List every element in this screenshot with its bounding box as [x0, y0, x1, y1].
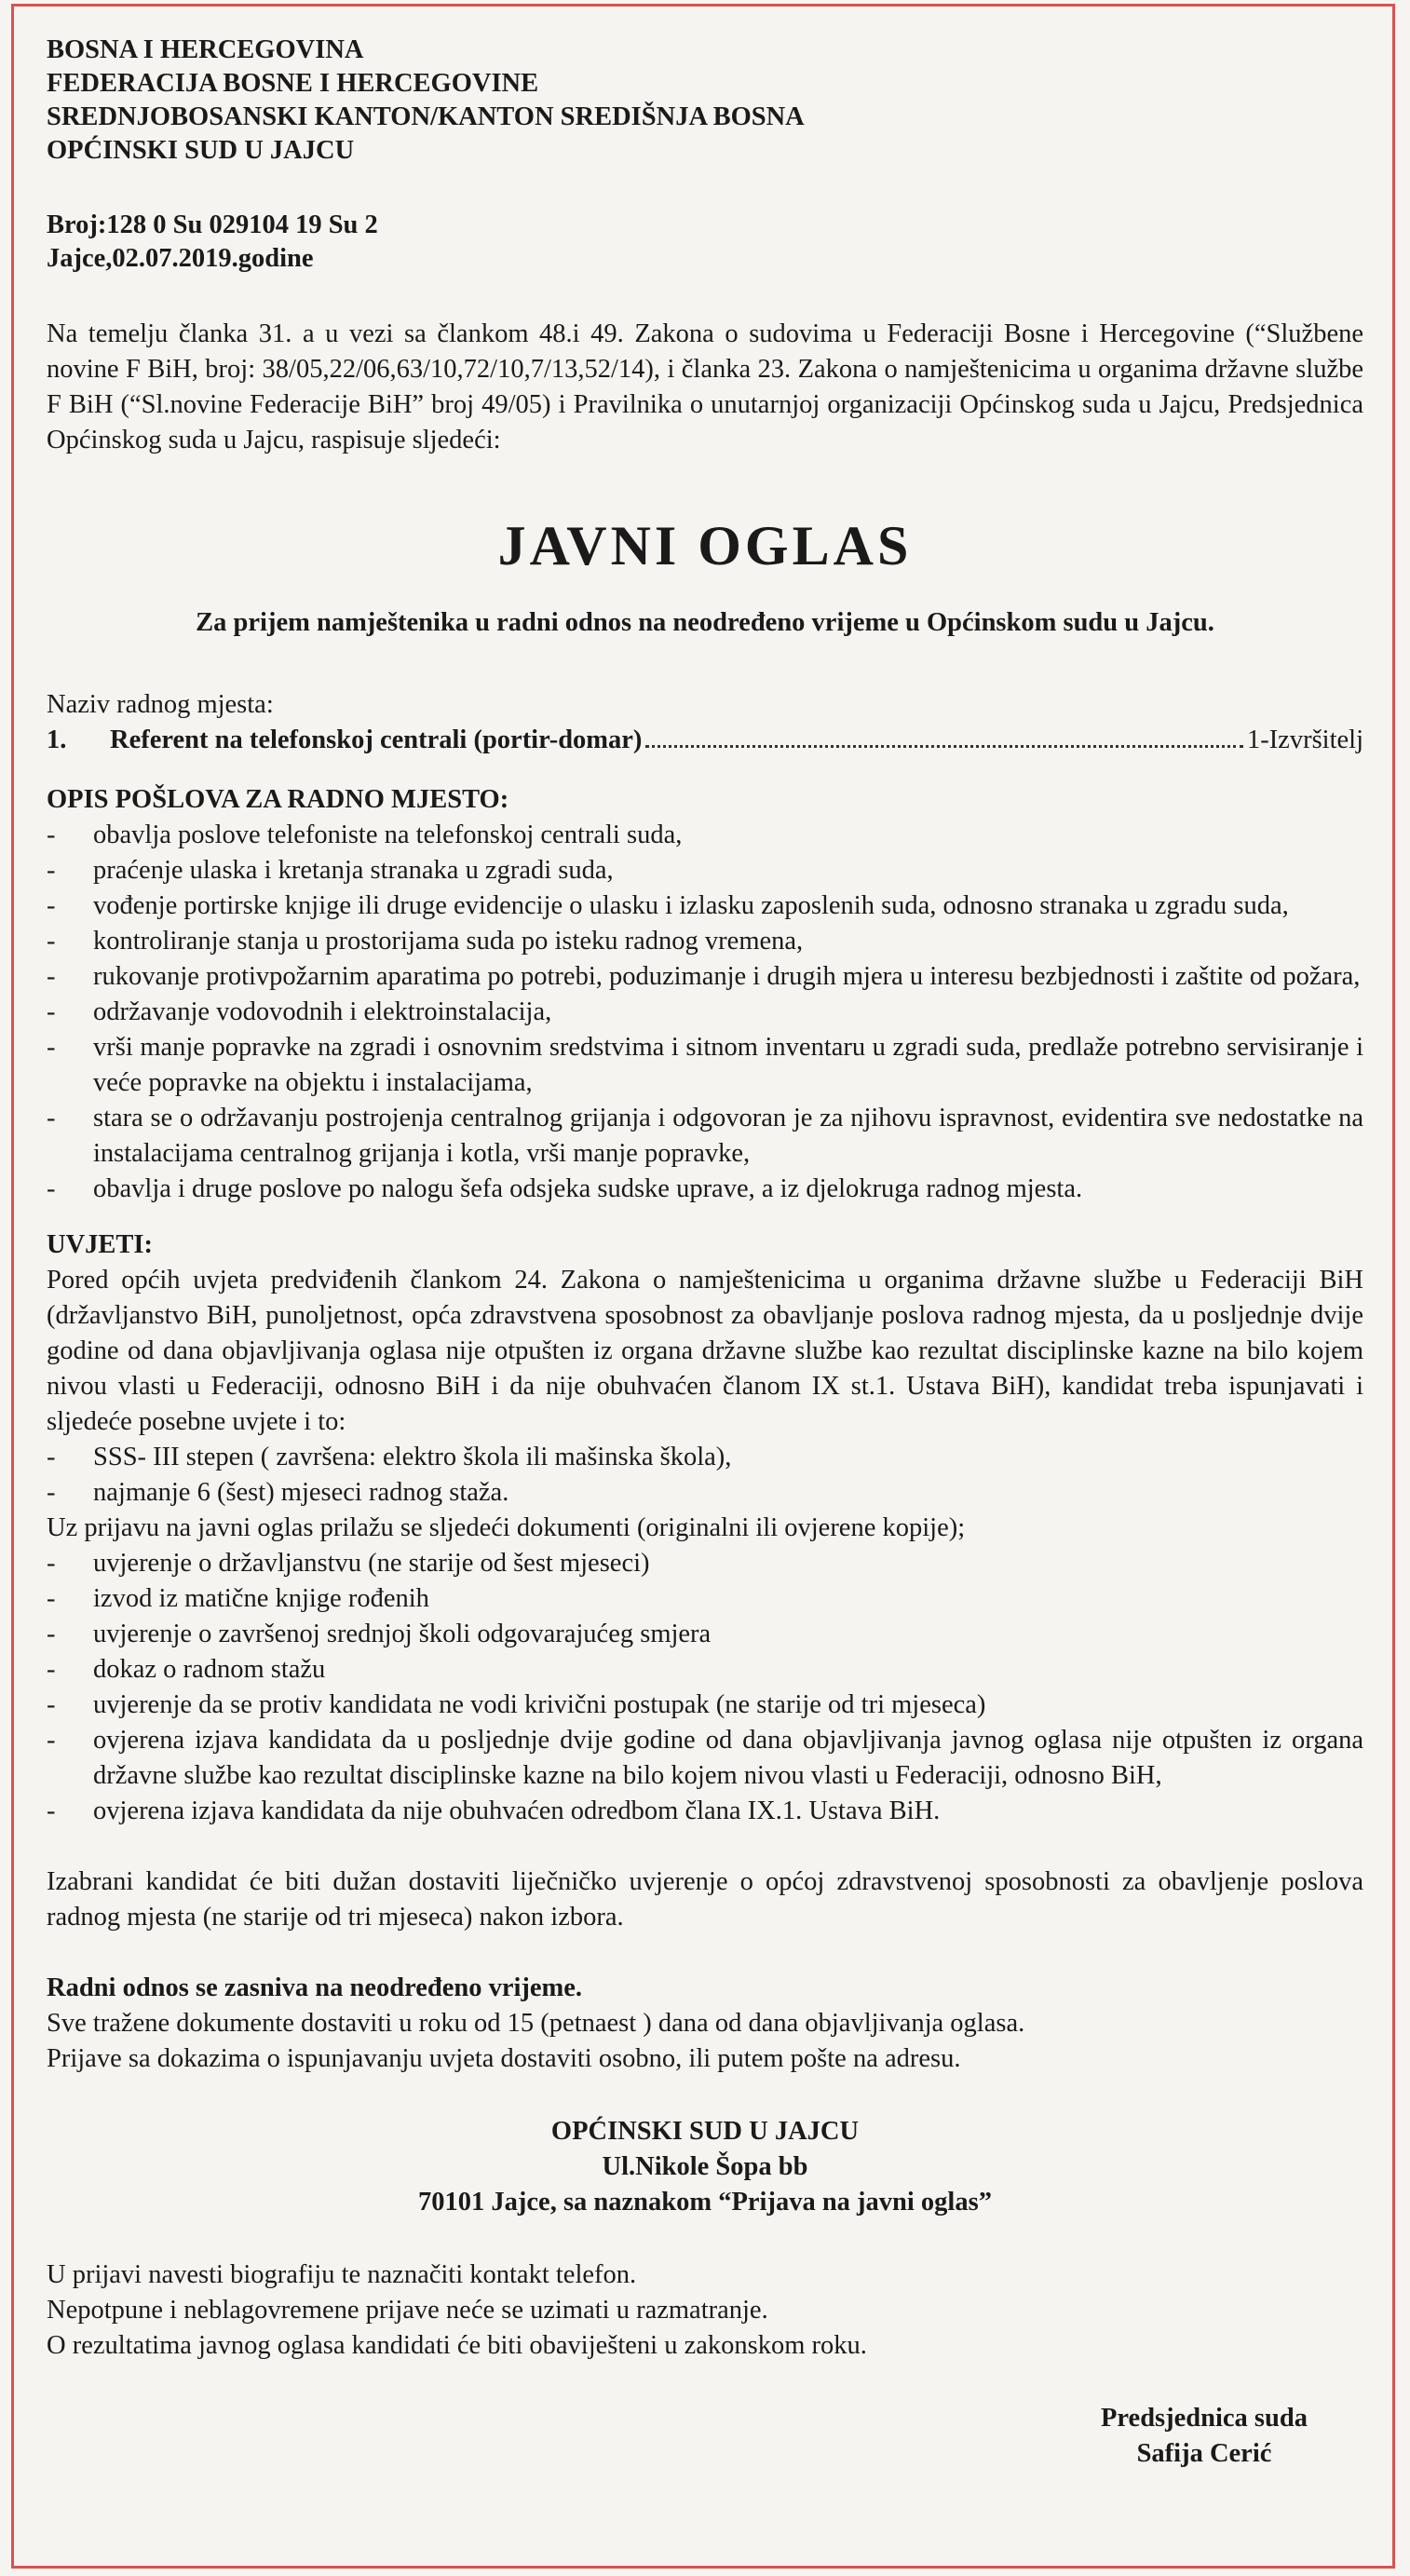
position-row [47, 723, 1363, 758]
list-item: - kontroliranje stanja u prostorijama suda po isteku radnog vremena, [47, 924, 1363, 959]
special-conditions-list [47, 1440, 1363, 1511]
intro-paragraph: Na temelju članka 31. a u vezi sa člankom 48.i 49. Zakona o sudovima u Federaciji Bosne i Hercegovine (“Službene novine F BiH, broj: 38/05,22/06,63/10,72/10,7/13,52/14), i članka 23. Zakona o namještenicima u organima državne službe F BiH (“Sl.novine Federacije BiH” broj 49/05) i Pravilnika o unutarnjoj organizaciji Općinskog suda u Jajcu, Predsjednica Općinskog suda u Jajcu, raspisuje sljedeći: [47, 319, 1363, 454]
list-item: - održavanje vodovodnih i elektroinstalacija, [47, 995, 1363, 1030]
dot-leader [645, 745, 1243, 748]
position-label: Naziv radnog mjesta: [47, 690, 274, 719]
documents-list [47, 1546, 1363, 1829]
documents-intro: Uz prijavu na javni oglas prilažu se sljedeći dokumenti (originalni ili ovjerene kopije); [47, 1513, 966, 1542]
conditions-text: Pored općih uvjeta predviđenih člankom 24. Zakona o namještenicima u organima državne službe u Federaciji BiH (državljanstvo BiH, punoljetnost, opća zdravstvena sposobnost za obavljanje poslova radnog mjesta, da u posljednje dvije godine od dana objavljivanja oglasa nije otpušten iz organa državne službe kao rezultat disciplinske kazne na bilo kojem nivou vlasti u Federaciji, odnosno BiH i da nije obuhvaćen članom IX st.1. Ustava BiH), kandidat treba ispunjavati i sljedeće posebne uvjete i to: [47, 1266, 1363, 1436]
submission-text: Prijave sa dokazima o ispunjavanju uvjeta dostaviti osobno, ili putem pošte na adresu. [47, 2044, 961, 2073]
header-federation: FEDERACIJA BOSNE I HERCEGOVINE [47, 69, 539, 98]
duties-list [47, 818, 1363, 1207]
header-canton: SREDNJOBOSANSKI KANTON/KANTON SREDIŠNJA BOSNA [47, 102, 805, 131]
list-item: - najmanje 6 (šest) mjeseci radnog staža. [47, 1475, 1363, 1511]
deadline-text: Sve tražene dokumente dostaviti u roku od 15 (petnaest ) dana od dana objavljivanja oglasa. [47, 2009, 1025, 2038]
list-item: - stara se o održavanju postrojenja centralnog grijanja i odgovoran je za njihovu ispravnost, evidentira sve nedostatke na instalacijama centralnog grijanja i kotla, vrši manje popravke, [47, 1101, 1363, 1172]
header-country: BOSNA I HERCEGOVINA [47, 35, 364, 64]
list-item: - rukovanje protivpožarnim aparatima po potrebi, poduzimanje i drugih mjera u interesu bezbjednosti i zaštite od požara, [47, 959, 1363, 995]
list-item: - dokaz o radnom stažu [47, 1652, 1363, 1688]
signature-title: Predsjednica suda [1101, 2404, 1308, 2433]
note-results: O rezultatima javnog oglasa kandidati će biti obaviješteni u zakonskom roku. [47, 2331, 867, 2360]
document-title: JAVNI OGLAS [497, 515, 913, 576]
document-body [47, 34, 1363, 2472]
address-court: OPĆINSKI SUD U JAJCU [550, 2117, 860, 2146]
case-number: Broj:128 0 Su 029104 19 Su 2 [47, 210, 378, 239]
note-incomplete: Nepotpune i neblagovremene prijave neće se uzimati u razmatranje. [47, 2296, 768, 2325]
list-item: - obavlja i druge poslove po nalogu šefa odsjeka sudske uprave, a iz djelokruga radnog mjesta. [47, 1172, 1363, 1207]
court-header [47, 34, 1363, 168]
signature-block [47, 2401, 1363, 2472]
list-item: - obavlja poslove telefoniste na telefonskoj centrali suda, [47, 818, 1363, 853]
list-item: - ovjerena izjava kandidata da nije obuhvaćen odredbom člana IX.1. Ustava BiH. [47, 1794, 1363, 1829]
list-item: - vođenje portirske knjige ili druge evidencije o ulasku i izlasku zaposlenih suda, odnosno stranaka u zgradu suda, [47, 888, 1363, 924]
list-item: - uvjerenje o državljanstvu (ne starije od šest mjeseci) [47, 1546, 1363, 1581]
position-number: 1. [47, 725, 67, 754]
medical-paragraph: Izabrani kandidat će biti dužan dostaviti liječničko uvjerenje o općoj zdravstvenoj sposobnosti za obavljenje poslova radnog mjesta (ne starije od tri mjeseca) nakon izbora. [47, 1867, 1363, 1932]
list-item: - uvjerenje o završenoj srednjoj školi odgovarajućeg smjera [47, 1617, 1363, 1652]
list-item: - izvod iz matične knjige rođenih [47, 1581, 1363, 1617]
list-item: - SSS- III stepen ( završena: elektro škola ili mašinska škola), [47, 1440, 1363, 1475]
duties-heading: OPIS POŠLOVA ZA RADNO MJESTO: [47, 785, 509, 814]
list-item: - uvjerenje da se protiv kandidata ne vodi krivični postupak (ne starije od tri mjeseca) [47, 1688, 1363, 1723]
list-item: - ovjerena izjava kandidata da u posljednje dvije godine od dana objavljivanja javnog oglasa nije otpušten iz organa državne službe kao rezultat disciplinske kazne na bilo kojem nivou vlasti u Federaciji, odnosno BiH, [47, 1723, 1363, 1794]
signature-name: Safija Cerić [1136, 2439, 1272, 2468]
notes-block [47, 2257, 1363, 2364]
address-street: Ul.Nikole Šopa bb [602, 2152, 808, 2181]
position-count: 1-Izvršitelj [1246, 725, 1363, 754]
document-date: Jajce,02.07.2019.godine [47, 244, 314, 273]
address-block [47, 2114, 1363, 2220]
conditions-heading: UVJETI: [47, 1230, 154, 1259]
case-info [47, 209, 1363, 276]
position-name: Referent na telefonskoj centrali (portir-domar) [110, 725, 643, 754]
address-city: 70101 Jajce, sa naznakom “Prijava na javni oglas” [418, 2188, 992, 2217]
employment-heading: Radni odnos se zasniva na neodređeno vrijeme. [47, 1973, 583, 2002]
note-biography: U prijavi navesti biografiju te naznačiti kontakt telefon. [47, 2260, 637, 2289]
document-subtitle: Za prijem namještenika u radni odnos na neodređeno vrijeme u Općinskom sudu u Jajcu. [196, 608, 1214, 637]
list-item: - vrši manje popravke na zgradi i osnovnim sredstvima i sitnom inventaru u zgradi suda, predlaže potrebno servisiranje i veće popravke na objektu i instalacijama, [47, 1030, 1363, 1101]
list-item: - praćenje ulaska i kretanja stranaka u zgradi suda, [47, 853, 1363, 888]
header-court: OPĆINSKI SUD U JAJCU [47, 136, 355, 165]
